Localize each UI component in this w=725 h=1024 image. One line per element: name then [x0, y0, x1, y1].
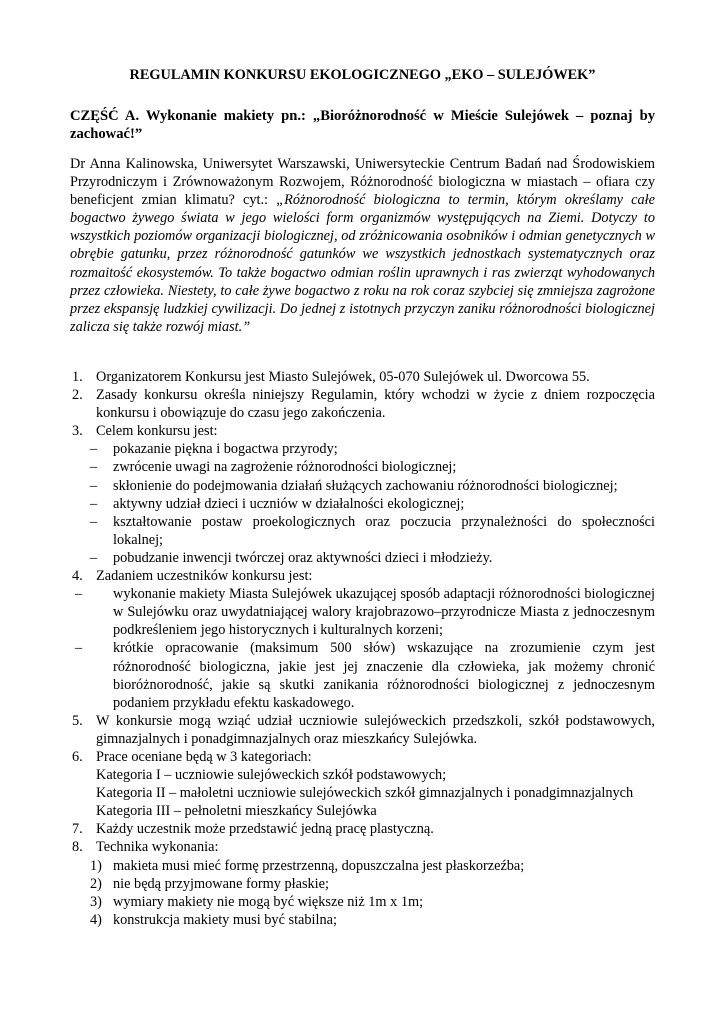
goal-item [70, 458, 655, 476]
technique-number: 1) [90, 857, 102, 874]
technique-number: 2) [90, 875, 102, 892]
rule-item-8 [70, 838, 655, 856]
technique-item [70, 893, 655, 911]
intro-lead: Dr Anna Kalinowska, Uniwersytet Warszawski, Uniwersyteckie Centrum Badań nad Środowiskiem Przyrodniczym i Zrównoważonym Rozwojem, Różnorodność biologiczna w miastach – ofiara czy beneficjent zmian klimatu? cyt.: [70, 156, 655, 209]
task-text: wykonanie makiety Miasta Sulejówek ukazującej sposób adaptacji różnorodności biologicznej w Sulejówku oraz uwydatniającej walory krajobrazowo–przyrodnicze Miasta z jednoczesnym podkreśleniem jego historycznych i kulturalnych korzeni; [113, 586, 655, 639]
rule-text: Celem konkursu jest: [96, 423, 218, 440]
goal-item [70, 477, 655, 495]
technique-number: 3) [90, 893, 102, 910]
technique-text: nie będą przyjmowane formy płaskie; [113, 875, 329, 892]
rule-item-7 [70, 820, 655, 838]
rule-number: 1. [72, 369, 83, 385]
dash-bullet: – [75, 586, 83, 603]
document-title: REGULAMIN KONKURSU EKOLOGICZNEGO „EKO – SULEJÓWEK” [129, 67, 596, 83]
category-item: Kategoria II – małoletni uczniowie sulejóweckich szkół gimnazjalnych i ponadgimnazjalnych [96, 785, 634, 802]
technique-text: makieta musi mieć formę przestrzenną, dopuszczalna jest płaskorzeźba; [113, 857, 525, 874]
goal-text: pokazanie piękna i bogactwa przyrody; [113, 441, 338, 458]
rule-number: 7. [72, 821, 83, 838]
part-a-heading: CZĘŚĆ A. Wykonanie makiety pn.: „Bioróżnorodność w Mieście Sulejówek – poznaj by zachować!” [70, 108, 655, 143]
goal-text: aktywny udział dzieci i uczniów w działalności ekologicznej; [113, 495, 465, 512]
dash-bullet: – [90, 459, 98, 476]
rule-text: Technika wykonania: [96, 839, 219, 856]
category-item: Kategoria III – pełnoletni mieszkańcy Sulejówka [96, 803, 377, 820]
goal-item [70, 549, 655, 567]
task-text: krótkie opracowanie (maksimum 500 słów) wskazujące na zrozumienie czym jest różnorodność biologiczna, jakie jest jej znaczenie dla człowieka, jak możemy chronić bioróżnorodność, jakie są skutki zanikania różnorodności biologicznej z jednoczesnym podaniem przykładu efektu kaskadowego. [113, 640, 655, 711]
technique-item [70, 875, 655, 893]
rule-item-5 [70, 712, 655, 748]
task-item [70, 585, 655, 639]
rules-list [70, 368, 655, 929]
intro-paragraph [70, 155, 655, 336]
category-item: Kategoria I – uczniowie sulejóweckich szkół podstawowych; [96, 767, 447, 784]
rule-text: Zasady konkursu określa niniejszy Regulamin, który wchodzi w życie z dniem rozpoczęcia konkursu i obowiązuje do czasu jego zakończenia. [96, 387, 655, 422]
goal-text: kształtowanie postaw proekologicznych oraz poczucia przynależności do społeczności lokalnej; [113, 513, 655, 548]
rule-number: 8. [72, 839, 83, 856]
dash-bullet: – [75, 640, 83, 657]
goal-text: zwrócenie uwagi na zagrożenie różnorodności biologicznej; [113, 459, 457, 476]
rule-number: 5. [72, 712, 83, 729]
goal-item [70, 513, 655, 549]
dash-bullet: – [90, 549, 98, 566]
rule-number: 6. [72, 748, 83, 765]
technique-item [70, 857, 655, 875]
technique-text: konstrukcja makiety musi być stabilna; [113, 911, 337, 928]
intro-quote: „Różnorodność biologiczna to termin, którym określamy całe bogactwo żywego świata w jego wielości form organizmów występujących na Ziemi. Dotyczy to wszystkich poziomów organizacji biologicznej, od zróżnicowania osobników i odmian genetycznych w obrębie gatunku, przez różnorodność gatunków we wszystkich jednostkach systematycznych oraz rozmaitość ekosystemów. To także bogactwo odmian roślin uprawnych i ras zwierząt wyhodowanych przez człowieka. Niestety, to całe żywe bogactwo z roku na rok coraz szybciej się zmniejsza zagrożone przez ekspansję ludzkiej cywilizacji. Do jednej z istotnych przyczyn zaniku różnorodności biologicznej zalicza się także rozwój miast.” [70, 192, 655, 335]
technique-text: wymiary makiety nie mogą być większe niż 1m x 1m; [113, 893, 424, 910]
rule-number: 3. [72, 423, 83, 440]
task-item [70, 639, 655, 711]
rule-item-6 [70, 748, 655, 766]
rule-number: 2. [72, 387, 83, 404]
technique-number: 4) [90, 911, 102, 928]
goal-text: pobudzanie inwencji twórczej oraz aktywności dzieci i młodzieży. [113, 549, 493, 566]
dash-bullet: – [90, 477, 98, 494]
goal-text: skłonienie do podejmowania działań służących zachowaniu różnorodności biologicznej; [113, 477, 618, 494]
rule-text: W konkursie mogą wziąć udział uczniowie sulejóweckich przedszkoli, szkół podstawowych, gimnazjalnych i ponadgimnazjalnych oraz mieszkańcy Sulejówka. [96, 712, 655, 747]
dash-bullet: – [90, 513, 98, 530]
rule-item-3 [70, 422, 655, 440]
dash-bullet: – [90, 495, 98, 512]
rule-item-1 [70, 368, 655, 386]
rule-text: Zadaniem uczestników konkursu jest: [96, 568, 313, 585]
rule-text: Każdy uczestnik może przedstawić jedną pracę plastyczną. [96, 821, 434, 838]
rule-item-4 [70, 567, 655, 585]
dash-bullet: – [90, 441, 98, 458]
rule-number: 4. [72, 568, 83, 585]
rule-item-2 [70, 386, 655, 422]
rule-text: Prace oceniane będą w 3 kategoriach: [96, 748, 312, 765]
goal-item [70, 495, 655, 513]
rule-text: Organizatorem Konkursu jest Miasto Sulejówek, 05-070 Sulejówek ul. Dworcowa 55. [96, 369, 590, 385]
technique-item [70, 911, 655, 929]
goal-item [70, 440, 655, 458]
